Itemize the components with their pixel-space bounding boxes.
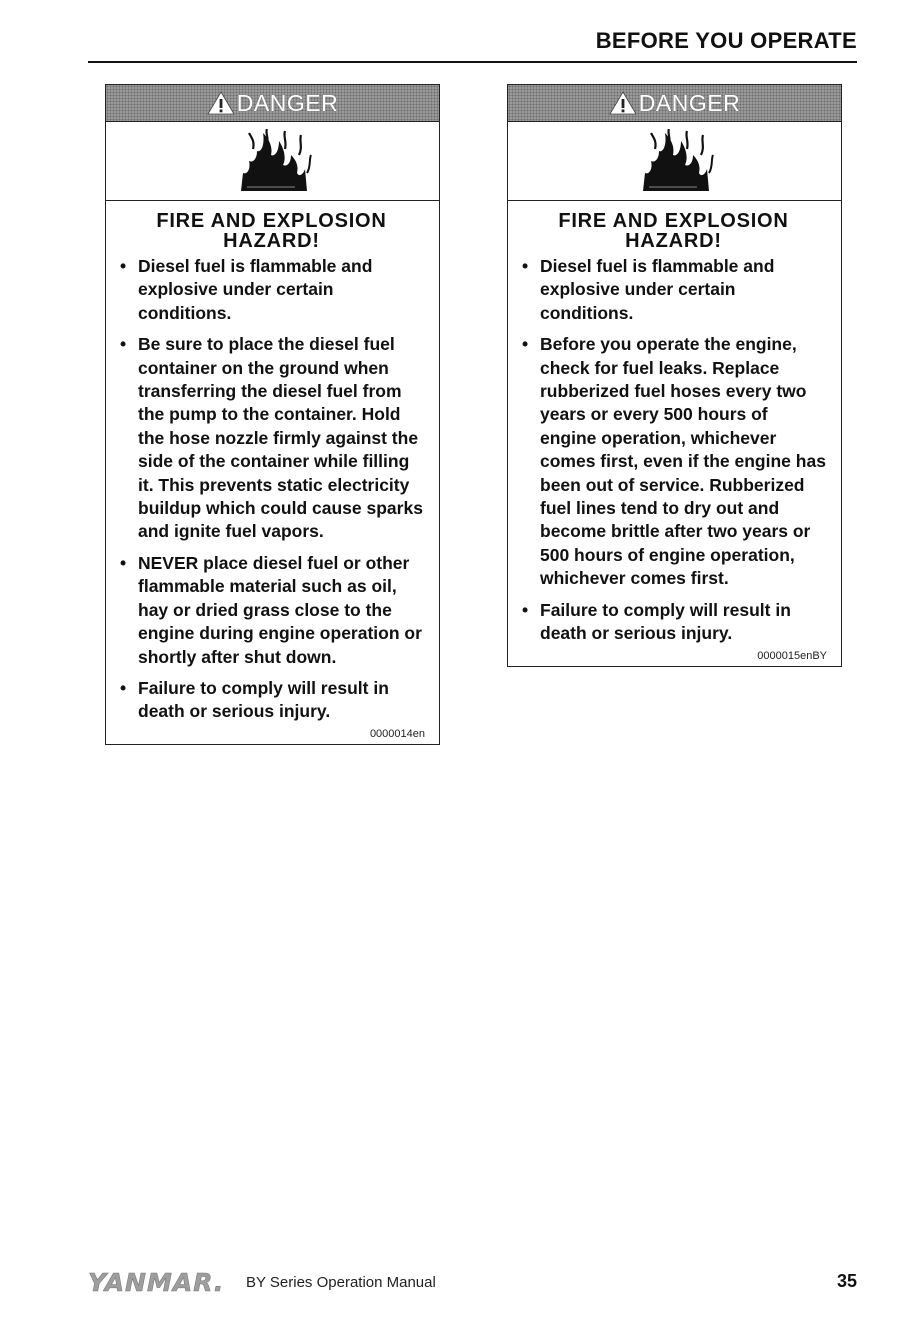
bullet-dot: •: [120, 677, 127, 698]
bullet-text: Failure to comply will result in death or serious injury.: [138, 677, 389, 722]
hazard-bullet-list: [520, 255, 827, 646]
hazard-icon-area: [106, 122, 439, 201]
bullet-text: Diesel fuel is flammable and explosive under certain conditions.: [540, 256, 775, 323]
bullet-text: Diesel fuel is flammable and explosive under certain conditions.: [138, 256, 373, 323]
bullet-dot: •: [522, 256, 529, 276]
danger-header-bar: [106, 85, 439, 122]
bullet-text: Before you operate the engine, check for fuel leaks. Replace rubberized fuel hoses every two years or every 500 hours of engine operation, whichever comes first, even if the engine has been out of service. Rubberized fuel lines tend to dry out and become brittle after two years or 500 hours of engine operation, whichever comes first.: [540, 334, 826, 589]
header-rule: [88, 61, 857, 63]
hazard-bullet-list: [118, 255, 425, 724]
manual-title: BY Series Operation Manual: [246, 1274, 436, 1291]
bullet-item: [118, 333, 425, 544]
danger-panel-2: [507, 84, 842, 667]
fire-icon: [233, 129, 313, 193]
page-header-title: BEFORE YOU OPERATE: [595, 28, 857, 53]
bullet-item: [520, 255, 827, 325]
danger-panel-1: [105, 84, 440, 745]
hazard-title: [520, 211, 827, 251]
fire-icon: [635, 129, 715, 193]
bullet-item: [118, 552, 425, 669]
label-code: 0000014en: [369, 727, 425, 740]
hazard-title-line1: FIRE AND EXPLOSION: [156, 210, 387, 232]
bullet-dot: •: [120, 552, 127, 573]
bullet-item: [520, 599, 827, 646]
danger-label: DANGER: [236, 89, 339, 116]
bullet-dot: •: [522, 599, 529, 620]
page-number: 35: [836, 1271, 857, 1291]
hazard-title-line2: HAZARD!: [625, 230, 722, 252]
bullet-item: [520, 333, 827, 590]
yanmar-logo: YANMAR.: [88, 1268, 225, 1297]
bullet-text: NEVER place diesel fuel or other flammable material such as oil, hay or dried grass close to the engine during engine operation or shortly after shut down.: [138, 552, 422, 667]
warning-triangle-icon: [207, 91, 235, 115]
bullet-dot: •: [120, 256, 127, 276]
hazard-title-line1: FIRE AND EXPLOSION: [558, 210, 789, 232]
hazard-title: [118, 211, 425, 251]
hazard-title-line2: HAZARD!: [223, 230, 320, 252]
bullet-text: Be sure to place the diesel fuel container on the ground when transferring the diesel fuel from the pump to the container. Hold the hose nozzle firmly against the side of the container while filling it. This prevents static electricity buildup which could cause sparks and ignite fuel vapors.: [138, 334, 423, 542]
danger-label: DANGER: [638, 89, 741, 116]
warning-triangle-icon: [609, 91, 637, 115]
bullet-item: [118, 677, 425, 724]
bullet-dot: •: [522, 334, 529, 355]
bullet-item: [118, 255, 425, 325]
danger-header-bar: [508, 85, 841, 122]
bullet-text: Failure to comply will result in death or serious injury.: [540, 599, 791, 644]
bullet-dot: •: [120, 334, 127, 355]
hazard-icon-area: [508, 122, 841, 201]
label-code: 0000015enBY: [757, 649, 827, 662]
